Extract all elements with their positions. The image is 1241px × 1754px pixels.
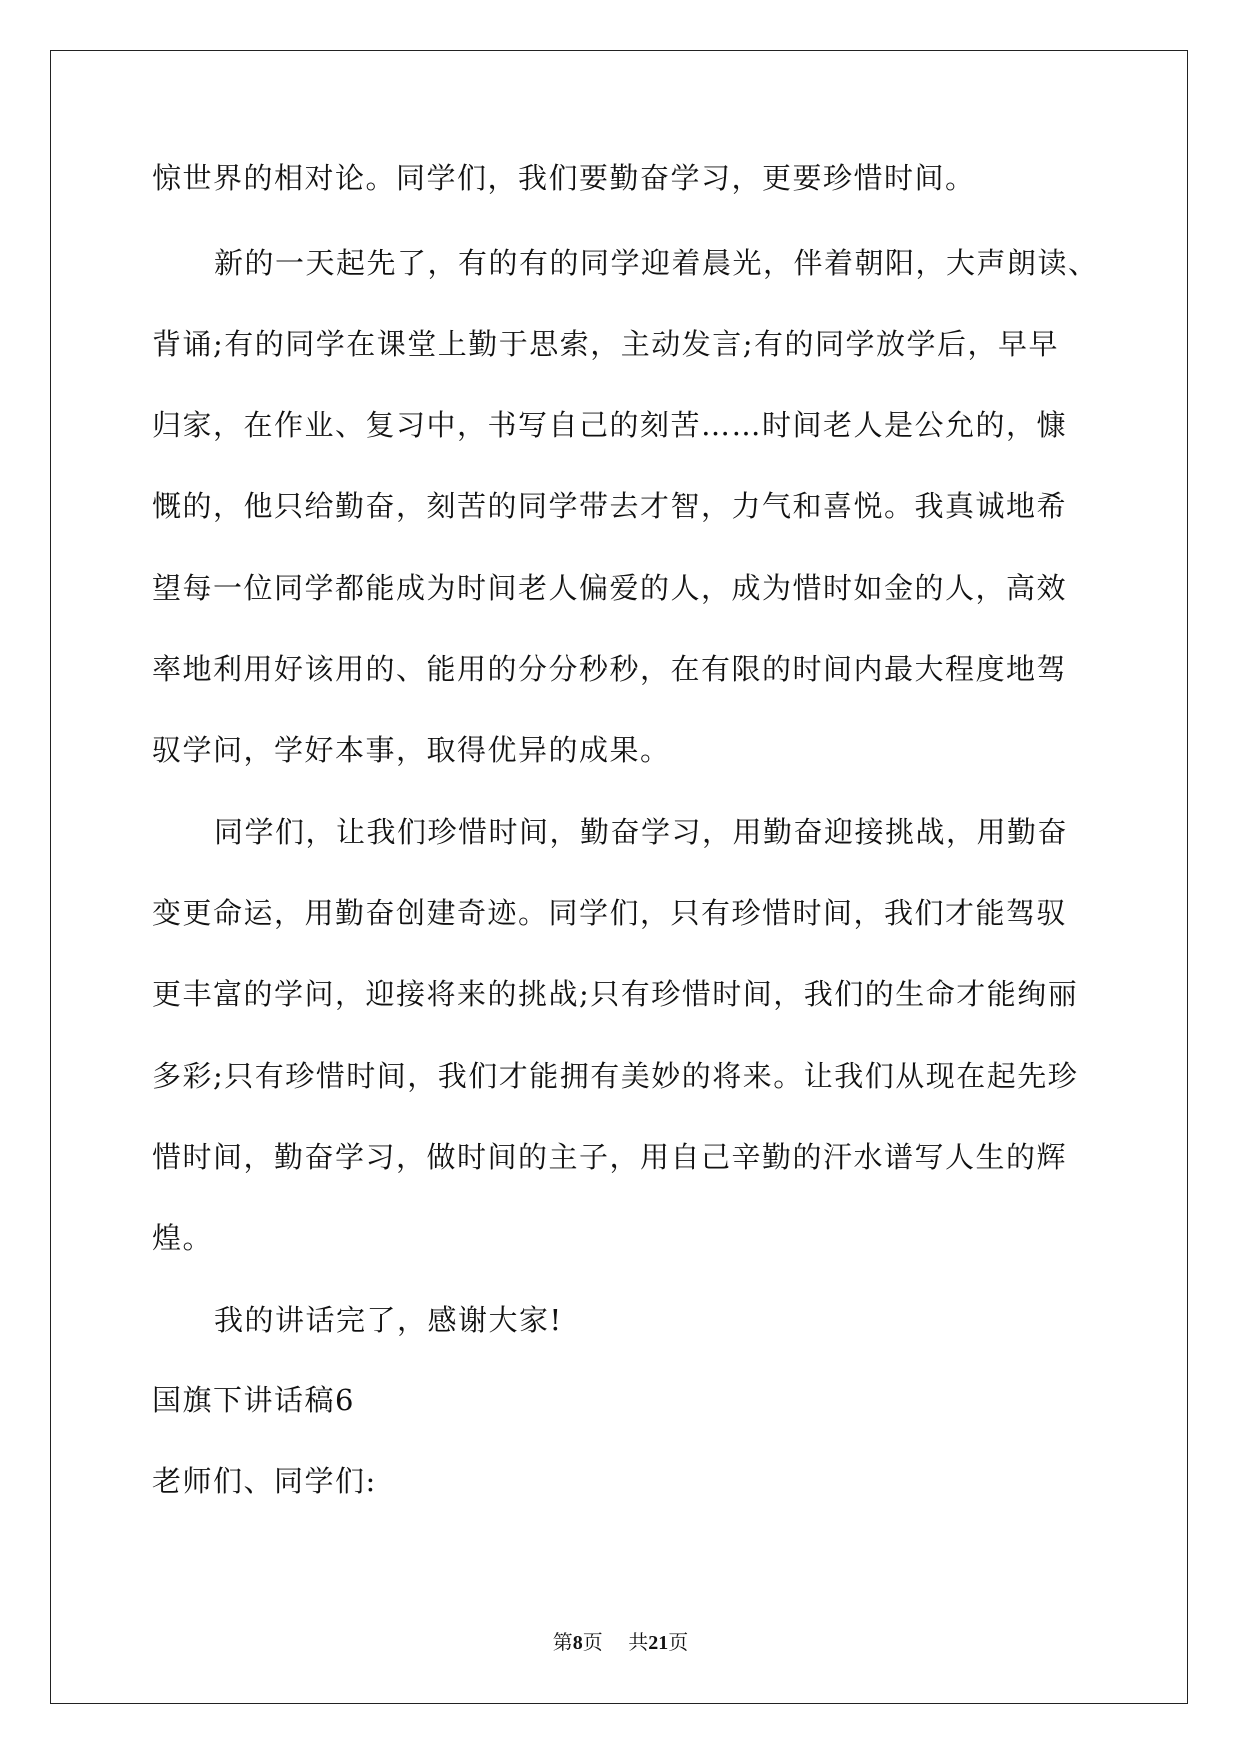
page-footer xyxy=(0,1630,1241,1655)
text-line: 更丰富的学问，迎接将来的挑战;只有珍惜时间，我们的生命才能绚丽 xyxy=(152,977,1079,1011)
text-line: 慨的，他只给勤奋，刻苦的同学带去才智，力气和喜悦。我真诚地希 xyxy=(152,489,1068,523)
total-page-count: 21 xyxy=(648,1632,669,1654)
text-line: 惜时间，勤奋学习，做时间的主子，用自己辛勤的汗水谱写人生的辉 xyxy=(152,1140,1068,1174)
text-line: 新的一天起先了，有的有的同学迎着晨光，伴着朝阳，大声朗读、 xyxy=(214,246,1099,280)
salutation: 老师们、同学们: xyxy=(152,1464,377,1498)
footer-total-prefix: 共 xyxy=(628,1630,649,1654)
footer-page-suffix: 页 xyxy=(582,1630,603,1654)
footer-total-suffix: 页 xyxy=(668,1630,689,1654)
text-line: 背诵;有的同学在课堂上勤于思索，主动发言;有的同学放学后，早早 xyxy=(152,327,1060,361)
text-line: 望每一位同学都能成为时间老人偏爱的人，成为惜时如金的人，高效 xyxy=(152,571,1068,605)
text-line: 归家，在作业、复习中，书写自己的刻苦……时间老人是公允的，慷 xyxy=(152,408,1068,442)
text-line: 驭学问，学好本事，取得优异的成果。 xyxy=(152,733,671,767)
text-line: 惊世界的相对论。同学们，我们要勤奋学习，更要珍惜时间。 xyxy=(152,161,976,195)
section-heading: 国旗下讲话稿6 xyxy=(152,1383,355,1417)
text-line: 多彩;只有珍惜时间，我们才能拥有美妙的将来。让我们从现在起先珍 xyxy=(152,1059,1079,1093)
text-line: 同学们，让我们珍惜时间，勤奋学习，用勤奋迎接挑战，用勤奋 xyxy=(214,815,1069,849)
text-line: 我的讲话完了，感谢大家! xyxy=(214,1303,563,1337)
text-line: 煌。 xyxy=(152,1221,214,1255)
page-border xyxy=(50,50,1188,1704)
current-page-number: 8 xyxy=(572,1632,583,1654)
text-line: 率地利用好该用的、能用的分分秒秒，在有限的时间内最大程度地驾 xyxy=(152,652,1068,686)
text-line: 变更命运，用勤奋创建奇迹。同学们，只有珍惜时间，我们才能驾驭 xyxy=(152,896,1068,930)
footer-prefix: 第 xyxy=(552,1630,573,1654)
